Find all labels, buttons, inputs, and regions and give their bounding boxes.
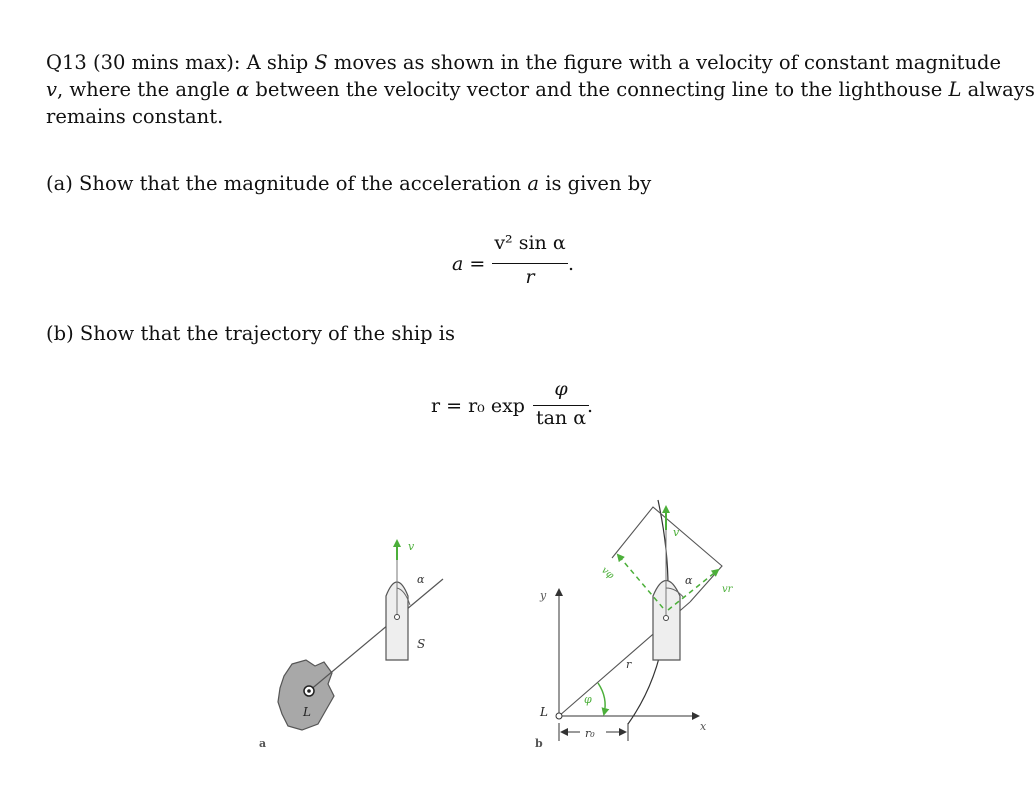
panel-label-b: b: [535, 737, 543, 750]
ship-a-center: [395, 615, 400, 620]
label-y: y: [540, 589, 547, 602]
equation-a-denominator: r: [525, 266, 535, 288]
equation-b-denominator: tan α: [535, 407, 587, 429]
v-phi-arrow: [618, 555, 663, 608]
equation-b-period: .: [587, 395, 594, 417]
ship-b-center: [664, 616, 669, 621]
question-line-2: v, where the angle α between the velocity vector and the connecting line to the lighthouse L always: [46, 78, 1035, 101]
connecting-line-a: [309, 579, 443, 691]
equation-b-numerator: φ: [554, 378, 568, 400]
label-v-a: v: [408, 540, 415, 553]
equation-a-lhs: a =: [452, 253, 486, 275]
label-v-r: vr: [722, 584, 733, 595]
label-L-b: L: [540, 705, 548, 719]
origin-L: [556, 713, 562, 719]
label-alpha-a: α: [417, 573, 425, 586]
label-r: r: [626, 658, 632, 671]
label-L-a: L: [303, 705, 311, 719]
panel-b: [535, 500, 734, 750]
lighthouse-dot: [307, 689, 311, 693]
label-x: x: [700, 720, 707, 733]
label-alpha-b: α: [685, 574, 693, 587]
question-line-1: Q13 (30 mins max): A ship S moves as shown in the figure with a velocity of constant magnitude: [46, 51, 1002, 74]
equation-a-period: .: [568, 253, 575, 275]
label-v-phi: vφ: [599, 564, 616, 582]
label-S: S: [417, 637, 426, 651]
phi-arc: [598, 683, 605, 714]
label-v-b: v: [673, 526, 680, 539]
label-phi: φ: [584, 693, 592, 706]
equation-b-lhs: r = r₀ exp: [431, 395, 525, 417]
part-b-statement: (b) Show that the trajectory of the ship is: [46, 322, 456, 345]
question-label: Q13 (30 mins max):: [46, 51, 241, 74]
panel-a: [259, 540, 443, 750]
equation-a-numerator: v² sin α: [494, 232, 566, 254]
part-a-statement: (a) Show that the magnitude of the acceleration a is given by: [46, 172, 652, 195]
label-r0: r₀: [585, 727, 595, 740]
question-line-3: remains constant.: [46, 105, 224, 128]
panel-label-a: a: [259, 737, 267, 750]
